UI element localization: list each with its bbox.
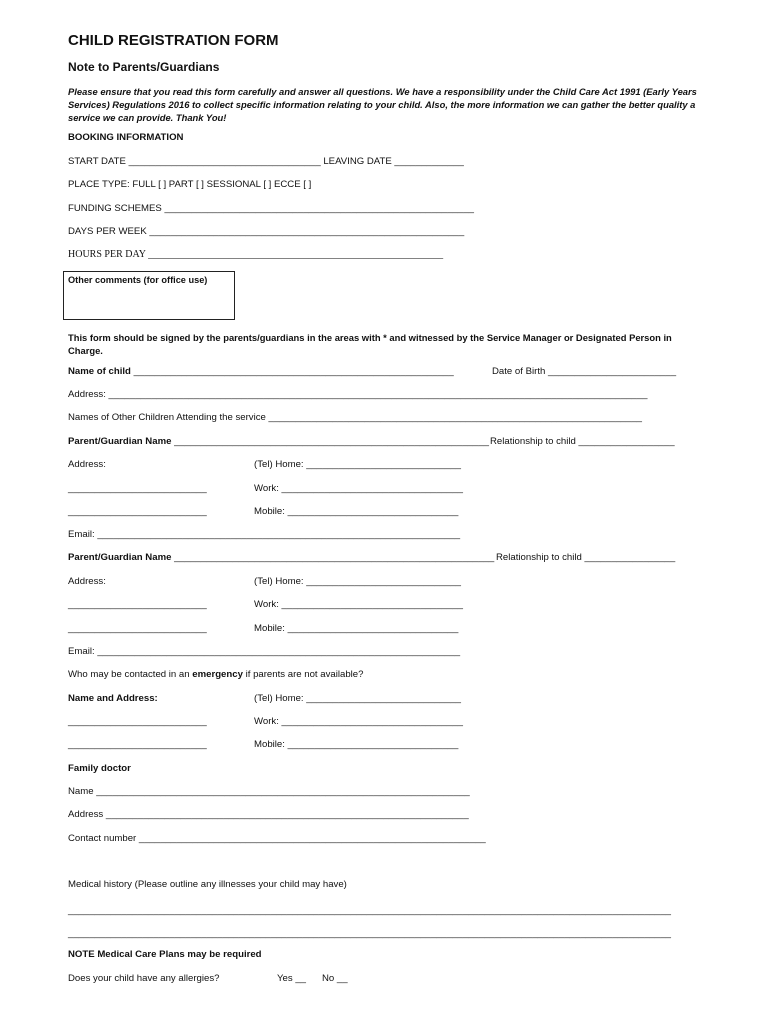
child-name-label: Name of child <box>68 366 131 377</box>
allergies-no-option[interactable]: No __ <box>322 973 348 984</box>
child-address-field[interactable]: Address: _____________________________________________________________________________________________________ <box>68 389 648 400</box>
hours-per-day-field[interactable]: HOURS PER DAY ___________________________________________________________ <box>68 249 444 260</box>
booking-heading: BOOKING INFORMATION <box>68 132 184 143</box>
guardian1-name-field[interactable] <box>68 436 489 447</box>
guardian2-work-field[interactable]: Work: __________________________________ <box>254 599 463 610</box>
funding-schemes-field[interactable]: FUNDING SCHEMES __________________________________________________________ <box>68 203 474 214</box>
guardian2-address-label: Address: <box>68 576 106 587</box>
guardian2-relationship-field[interactable]: Relationship to child _________________ <box>496 552 676 563</box>
emergency-tel-home-field[interactable]: (Tel) Home: _____________________________ <box>254 693 461 704</box>
office-comments-label: Other comments (for office use) <box>68 275 208 285</box>
guardian1-tel-home-field[interactable]: (Tel) Home: _____________________________ <box>254 459 461 470</box>
other-children-field[interactable]: Names of Other Children Attending the service ______________________________________________________________________ <box>68 412 642 423</box>
guardian1-address-label: Address: <box>68 459 106 470</box>
form-subtitle: Note to Parents/Guardians <box>68 60 220 74</box>
emergency-question-post: if parents are not available? <box>242 669 364 680</box>
guardian2-address-line-2[interactable]: __________________________ <box>68 623 207 634</box>
guardian2-name-line: ____________________________________________________________ <box>174 552 495 563</box>
place-type-field[interactable]: PLACE TYPE: FULL [ ] PART [ ] SESSIONAL [ ] ECCE [ ] <box>68 179 312 190</box>
emergency-name-address-label: Name and Address: <box>68 693 158 704</box>
guardian1-address-line-1[interactable]: __________________________ <box>68 483 207 494</box>
medical-history-line-2[interactable]: _________________________________________________________________________________________________________________ <box>68 928 671 939</box>
allergies-question: Does your child have any allergies? <box>68 973 220 984</box>
start-leaving-date-field[interactable]: START DATE ____________________________________ LEAVING DATE _____________ <box>68 156 464 167</box>
guardian1-name-line: ___________________________________________________________ <box>174 436 489 447</box>
guardian1-work-field[interactable]: Work: __________________________________ <box>254 483 463 494</box>
medical-history-label: Medical history (Please outline any illnesses your child may have) <box>68 879 347 890</box>
emergency-mobile-field[interactable]: Mobile: ________________________________ <box>254 739 459 750</box>
medical-care-plans-note: NOTE Medical Care Plans may be required <box>68 949 262 960</box>
guardian2-email-field[interactable]: Email: ____________________________________________________________________ <box>68 646 461 657</box>
child-name-field[interactable] <box>68 366 454 377</box>
form-title: CHILD REGISTRATION FORM <box>68 32 279 49</box>
doctor-address-field[interactable]: Address ____________________________________________________________________ <box>68 809 469 820</box>
office-comments-box[interactable] <box>63 271 235 320</box>
emergency-question-pre: Who may be contacted in an <box>68 669 193 680</box>
doctor-contact-field[interactable]: Contact number _________________________________________________________________ <box>68 833 486 844</box>
emergency-work-field[interactable]: Work: __________________________________ <box>254 716 463 727</box>
doctor-name-field[interactable]: Name ______________________________________________________________________ <box>68 786 470 797</box>
date-of-birth-field[interactable]: Date of Birth ________________________ <box>492 366 677 377</box>
guardian2-address-line-1[interactable]: __________________________ <box>68 599 207 610</box>
emergency-address-line-2[interactable]: __________________________ <box>68 739 207 750</box>
guardian1-mobile-field[interactable]: Mobile: ________________________________ <box>254 506 459 517</box>
emergency-address-line-1[interactable]: __________________________ <box>68 716 207 727</box>
guardian2-name-label: Parent/Guardian Name <box>68 552 172 563</box>
signing-note: This form should be signed by the parents/guardians in the areas with * and witnessed by the Service Manager or Designated Person in Charge. <box>68 332 672 356</box>
emergency-question-bold: emergency <box>192 669 243 680</box>
emergency-question <box>68 669 363 680</box>
allergies-yes-option[interactable]: Yes __ <box>277 973 306 984</box>
child-name-line: ____________________________________________________________ <box>133 366 454 377</box>
guardian2-mobile-field[interactable]: Mobile: ________________________________ <box>254 623 459 634</box>
guardian1-address-line-2[interactable]: __________________________ <box>68 506 207 517</box>
medical-history-line-1[interactable]: _________________________________________________________________________________________________________________ <box>68 905 671 916</box>
guardian2-name-field[interactable] <box>68 552 494 563</box>
family-doctor-heading: Family doctor <box>68 763 131 774</box>
guardian1-relationship-field[interactable]: Relationship to child __________________ <box>490 436 675 447</box>
guardian1-name-label: Parent/Guardian Name <box>68 436 172 447</box>
guardian2-tel-home-field[interactable]: (Tel) Home: _____________________________ <box>254 576 461 587</box>
days-per-week-field[interactable]: DAYS PER WEEK ___________________________________________________________ <box>68 226 465 237</box>
form-intro: Please ensure that you read this form carefully and answer all questions. We have a responsibility under the Child Care Act 1991 (Early Years Services) Regulations 2016 to collect specific information relating to your child. Also, the more information we can gather the better quality a service we can provide. Thank You! <box>68 86 697 123</box>
guardian1-email-field[interactable]: Email: ____________________________________________________________________ <box>68 529 461 540</box>
